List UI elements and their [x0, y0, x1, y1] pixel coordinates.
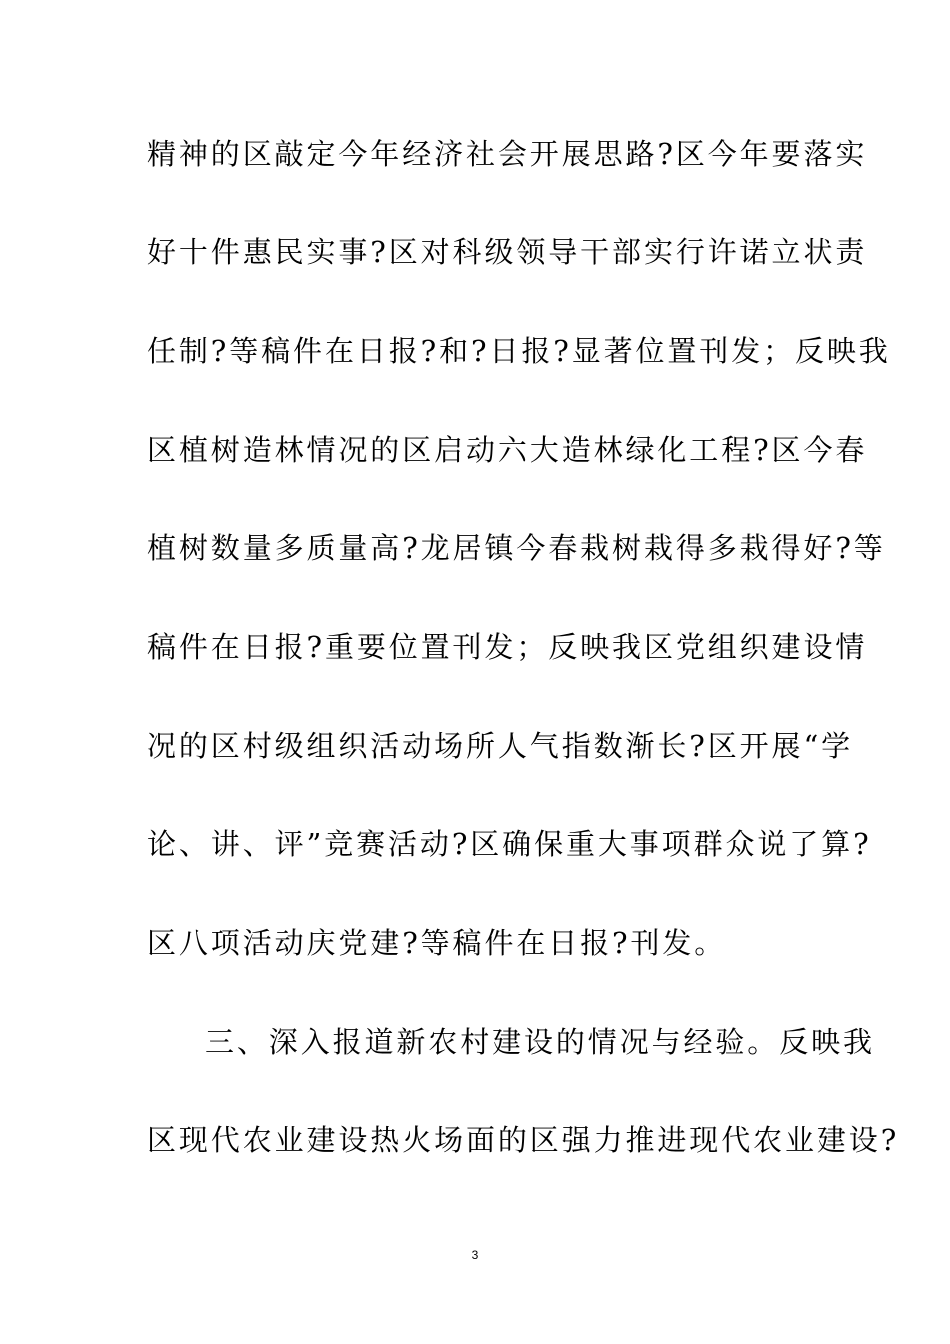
text-line: 论、讲、评”竞赛活动?区确保重大事项群众说了算? — [147, 827, 872, 861]
text-line: 区植树造林情况的区启动六大造林绿化工程?区今春 — [147, 433, 868, 467]
text-line: 任制?等稿件在日报?和?日报?显著位置刊发；反映我 — [147, 334, 891, 368]
text-line: 区八项活动庆党建?等稿件在日报?刊发。 — [147, 926, 727, 960]
text-line: 况的区村级组织活动场所人气指数渐长?区开展“学 — [147, 729, 854, 763]
text-line: 植树数量多质量高?龙居镇今春栽树栽得多栽得好?等 — [147, 531, 886, 565]
text-line: 区现代农业建设热火场面的区强力推进现代农业建设? — [147, 1123, 900, 1157]
page-number: 3 — [471, 1248, 479, 1262]
text-line: 稿件在日报?重要位置刊发；反映我区党组织建设情 — [147, 630, 868, 664]
section-heading-line: 三、深入报道新农村建设的情况与经验。反映我 — [205, 1025, 875, 1059]
text-line: 精神的区敲定今年经济社会开展思路?区今年要落实 — [147, 137, 868, 171]
text-line: 好十件惠民实事?区对科级领导干部实行许诺立状责 — [147, 235, 868, 269]
